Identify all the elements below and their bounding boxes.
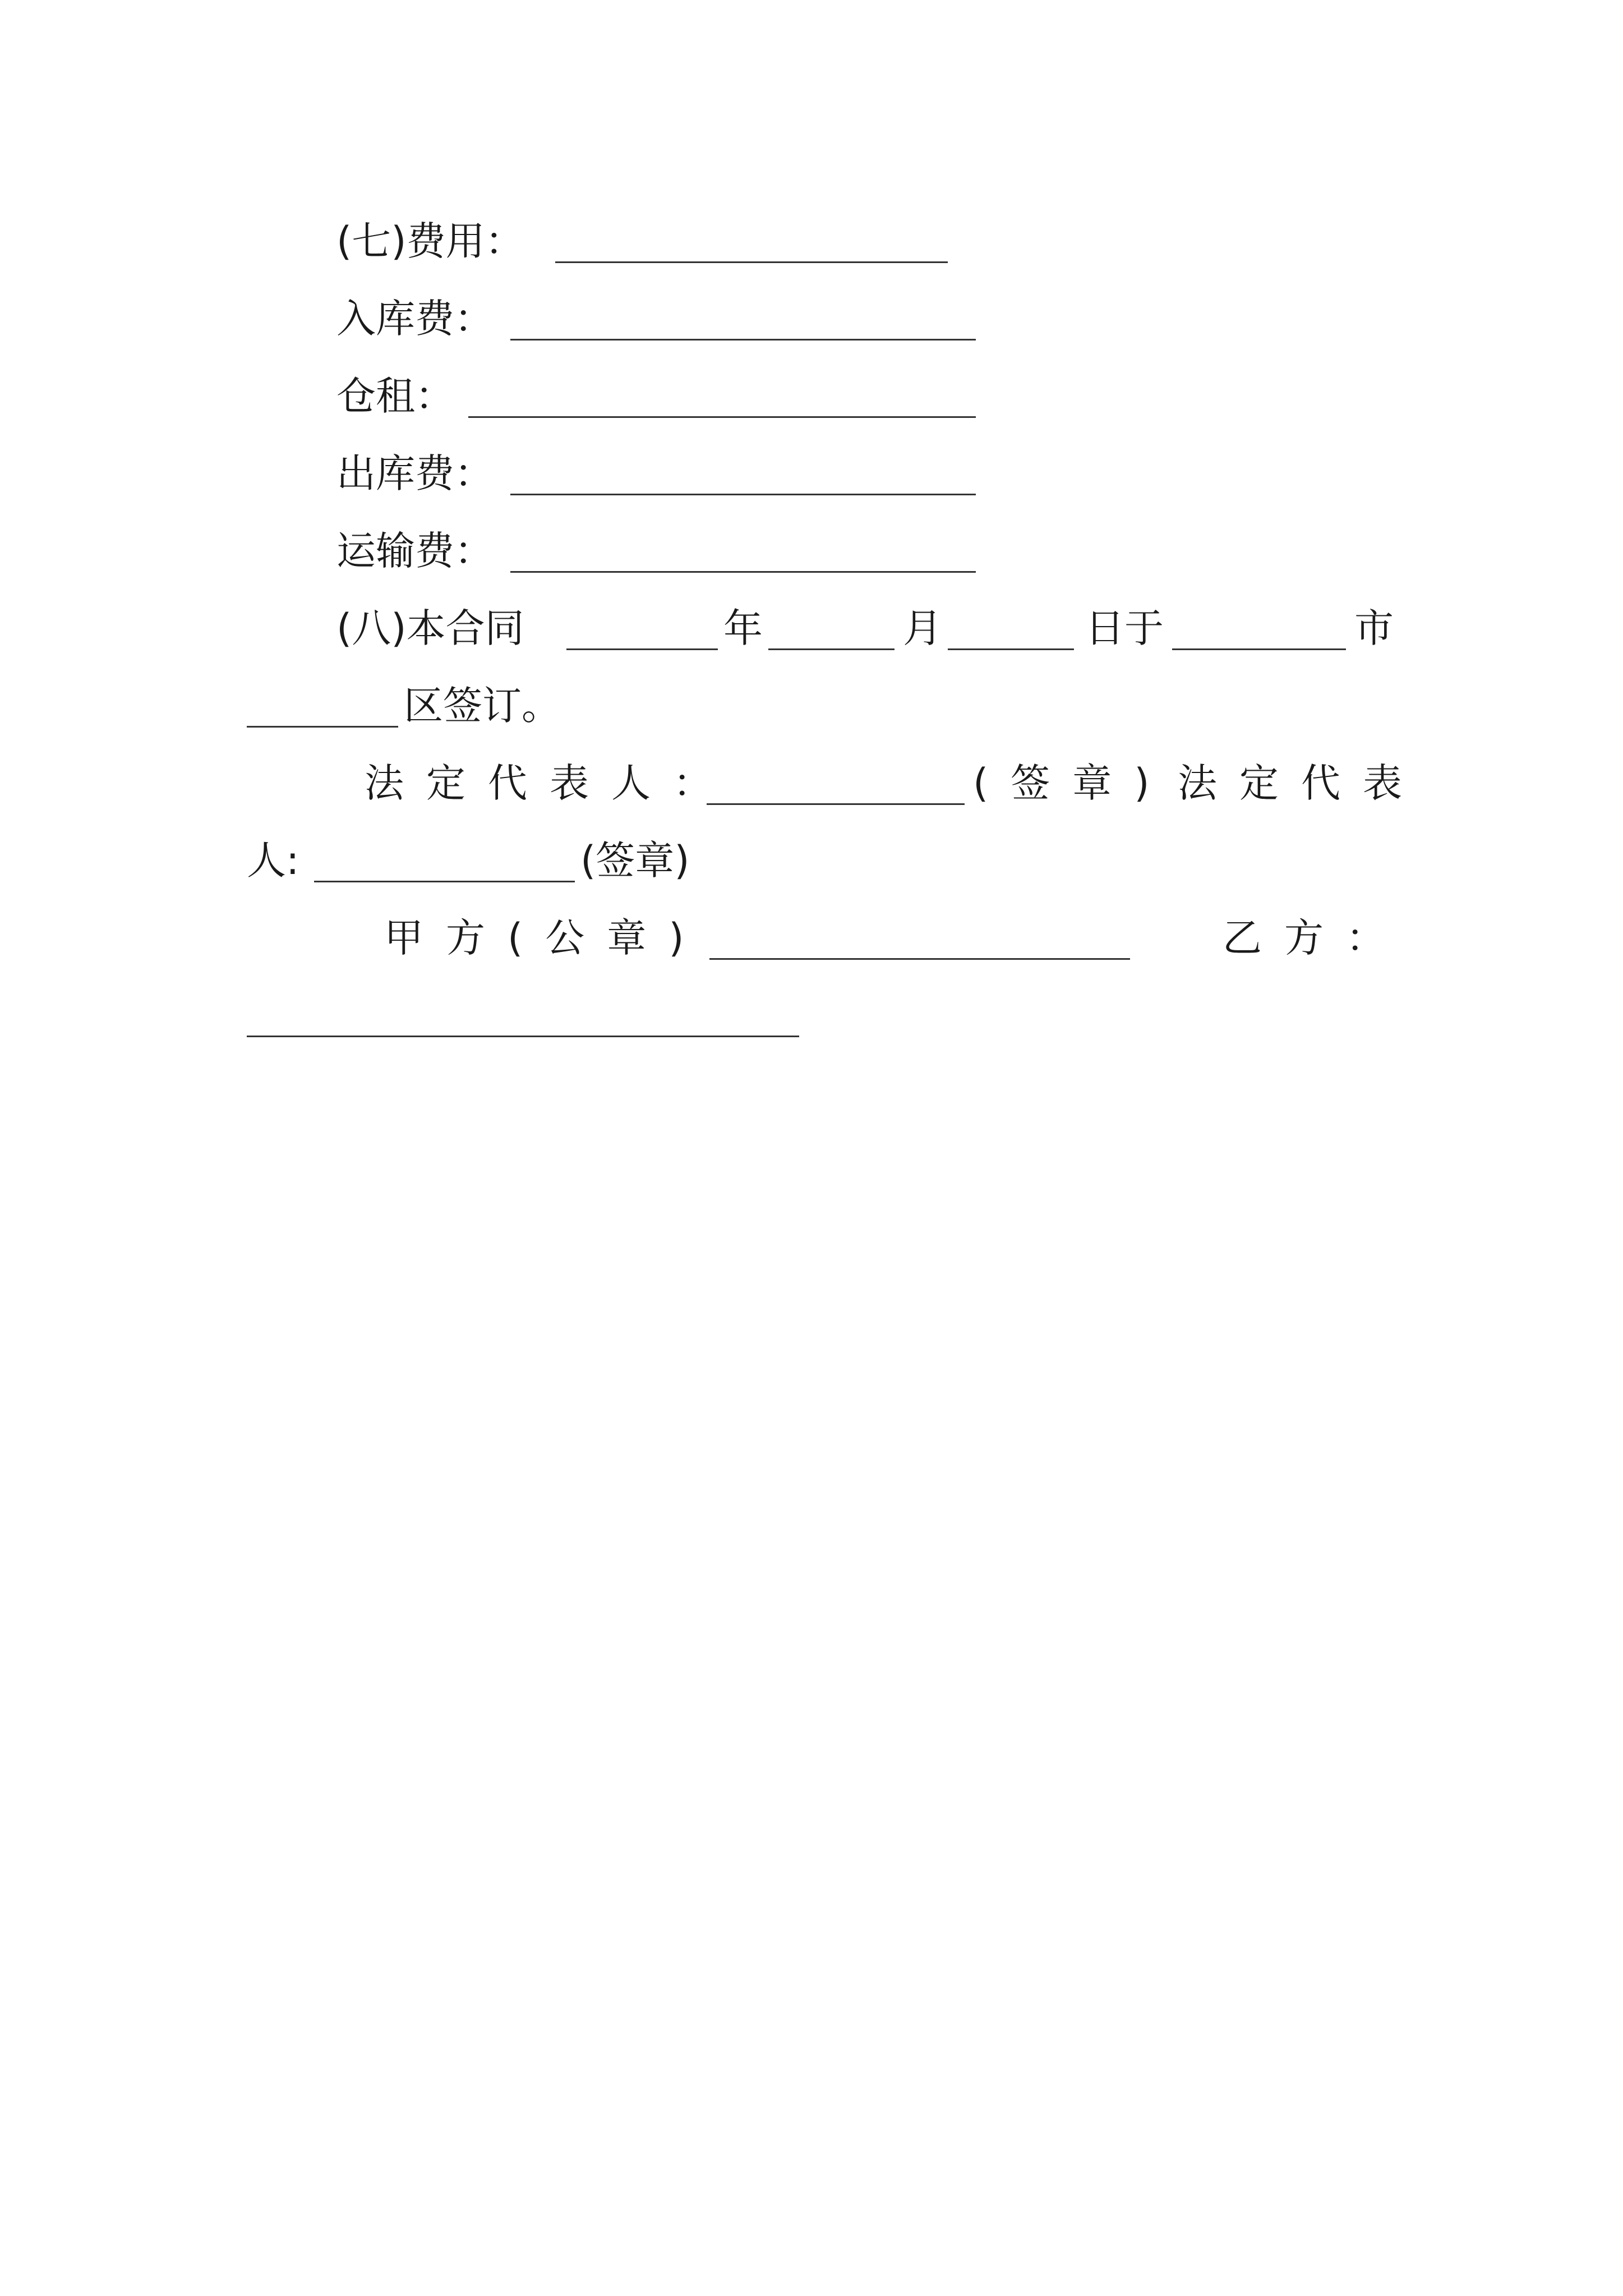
signing-prefix: (八)本合同 (336, 605, 524, 651)
fee-blank-transport[interactable] (510, 571, 976, 573)
representative-label: 法定代表人： (365, 760, 735, 806)
fee-label-rent: 仓租： (336, 373, 454, 419)
fees-heading: (七)费用： (336, 218, 524, 264)
signing-month-blank[interactable] (768, 648, 895, 650)
party-a-label: 甲方(公章) (384, 915, 707, 961)
signing-day-at-label: 日于 (1085, 605, 1164, 651)
signing-city-label: 市 (1354, 605, 1394, 651)
fee-blank-storage-out[interactable] (510, 494, 976, 495)
representative-blank-2[interactable] (314, 881, 575, 882)
representative-label-2: 法定代表 (1178, 760, 1424, 806)
signing-day-blank[interactable] (948, 648, 1074, 650)
party-b-label: 乙方： (1223, 915, 1408, 961)
party-b-blank[interactable] (247, 1036, 799, 1037)
representative-blank-1[interactable] (707, 803, 965, 805)
representative-seal-1: (签章) (973, 760, 1172, 806)
fee-blank-storage-in[interactable] (510, 339, 976, 341)
signing-year-label: 年 (723, 605, 763, 651)
signing-district-label: 区签订。 (404, 683, 561, 729)
signing-month-label: 月 (903, 605, 942, 651)
party-a-blank[interactable] (709, 958, 1130, 960)
fee-label-storage-out: 出库费： (336, 450, 494, 496)
representative-label-2-cont: 人: (247, 838, 299, 884)
fee-label-storage-in: 入库费： (336, 296, 494, 342)
fee-label-transport: 运输费： (336, 528, 494, 574)
fees-total-blank[interactable] (555, 261, 948, 263)
signing-district-blank[interactable] (247, 726, 398, 728)
signing-city-blank[interactable] (1172, 648, 1346, 650)
representative-seal-2: (签章) (580, 838, 690, 884)
signing-year-blank[interactable] (566, 648, 718, 650)
fee-blank-rent[interactable] (468, 416, 976, 418)
